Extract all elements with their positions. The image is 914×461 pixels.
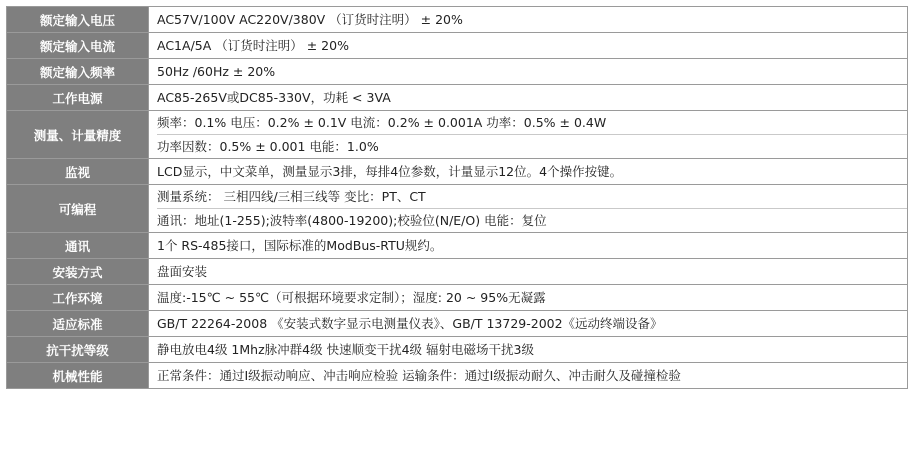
table-row (7, 85, 908, 111)
row-value (149, 363, 908, 389)
row-label: 监视 (7, 159, 149, 185)
table-row (7, 337, 908, 363)
row-label: 抗干扰等级 (7, 337, 149, 363)
value-line: 正常条件：通过I级振动响应、冲击响应检验 运输条件：通过I级振动耐久、冲击耐久及碰撞检验 (157, 368, 681, 383)
row-value (149, 337, 908, 363)
table-row (7, 111, 908, 159)
table-row (7, 285, 908, 311)
table-row (7, 59, 908, 85)
value-line: 通讯：地址(1-255);波特率(4800-19200);校验位(N/E/O) 电能：复位 (157, 208, 907, 232)
row-label: 工作环境 (7, 285, 149, 311)
value-line: AC57V/100V AC220V/380V （订货时注明） ± 20% (157, 12, 463, 27)
table-row (7, 363, 908, 389)
row-value (149, 111, 908, 159)
table-row (7, 311, 908, 337)
row-value (149, 59, 908, 85)
row-label: 测量、计量精度 (7, 111, 149, 159)
row-label: 额定输入电流 (7, 33, 149, 59)
row-value (149, 311, 908, 337)
value-line: GB/T 22264-2008 《安装式数字显示电测量仪表》、GB/T 13729-2002《远动终端设备》 (157, 316, 663, 331)
value-line: LCD显示，中文菜单，测量显示3排，每排4位参数，计量显示12位。4个操作按键。 (157, 164, 623, 179)
row-label: 通讯 (7, 233, 149, 259)
spec-table (6, 6, 908, 389)
row-value (149, 159, 908, 185)
value-line: 静电放电4级 1Mhz脉冲群4级 快速顺变干扰4级 辐射电磁场干扰3级 (157, 342, 534, 357)
row-value (149, 85, 908, 111)
value-line: 温度:-15℃ ~ 55℃（可根据环境要求定制）；湿度: 20 ~ 95%无凝露 (157, 290, 546, 305)
row-label: 额定输入频率 (7, 59, 149, 85)
row-label: 额定输入电压 (7, 7, 149, 33)
row-label: 适应标准 (7, 311, 149, 337)
table-row (7, 33, 908, 59)
value-line: 测量系统： 三相四线/三相三线等 变比：PT、CT (157, 189, 426, 204)
row-value (149, 233, 908, 259)
row-value (149, 33, 908, 59)
row-label: 工作电源 (7, 85, 149, 111)
value-line: 1个 RS-485接口，国际标准的ModBus-RTU规约。 (157, 238, 443, 253)
row-value (149, 285, 908, 311)
value-line: AC1A/5A （订货时注明） ± 20% (157, 38, 349, 53)
value-line: 频率：0.1% 电压：0.2% ± 0.1V 电流：0.2% ± 0.001A 功率：0.5% ± 0.4W (157, 115, 607, 130)
value-line: 50Hz /60Hz ± 20% (157, 64, 276, 79)
table-row (7, 185, 908, 233)
table-row (7, 259, 908, 285)
row-value (149, 259, 908, 285)
table-row (7, 233, 908, 259)
row-label: 安装方式 (7, 259, 149, 285)
value-line: AC85-265V或DC85-330V，功耗 < 3VA (157, 90, 391, 105)
row-value (149, 7, 908, 33)
value-line: 盘面安装 (157, 264, 208, 279)
row-label: 可编程 (7, 185, 149, 233)
row-label: 机械性能 (7, 363, 149, 389)
value-line: 功率因数：0.5% ± 0.001 电能：1.0% (157, 134, 907, 158)
table-row (7, 7, 908, 33)
table-row (7, 159, 908, 185)
row-value (149, 185, 908, 233)
